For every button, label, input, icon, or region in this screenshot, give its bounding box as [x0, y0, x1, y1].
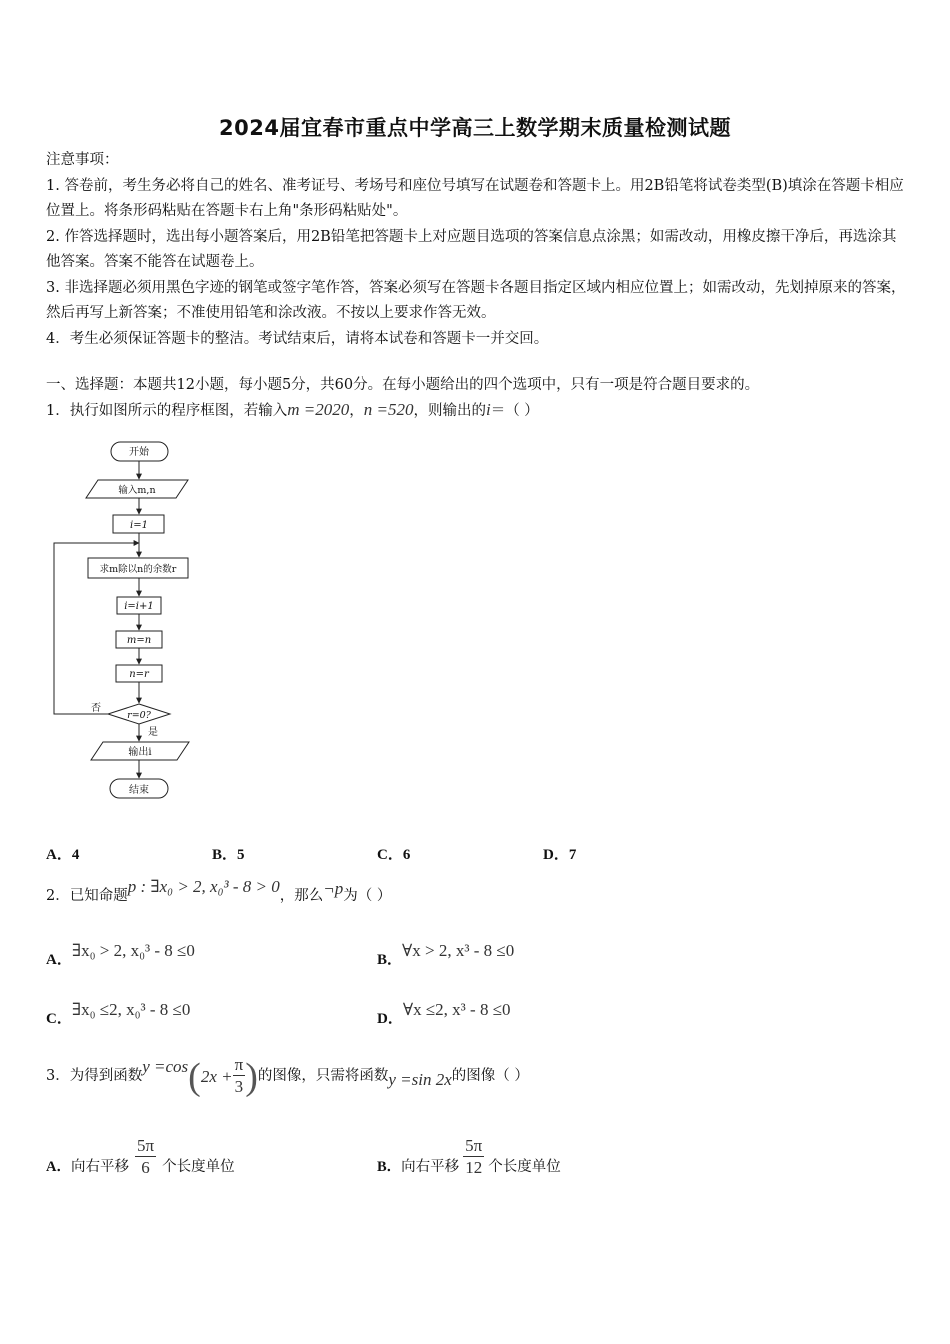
- q3-suffix: 的图像（ ）: [451, 1067, 529, 1084]
- notice-item: 2. 作答选择题时，选出每小题答案后，用2B铅笔把答题卡上对应题目选项的答案信息点涂黑；如需改动，用橡皮擦干净后，再选涂其他答案。答案不能答在试题卷上。: [46, 228, 897, 270]
- q2-mid: ，那么: [279, 888, 324, 904]
- option-text: 6: [402, 847, 411, 863]
- q3-func1-arg: 2x +: [200, 1066, 233, 1086]
- q1-option-a[interactable]: [46, 843, 79, 864]
- notice-block: [46, 148, 908, 352]
- option-label: B．: [377, 1158, 402, 1175]
- q2-option-a[interactable]: [46, 940, 195, 968]
- page-title: 2024届宜春市重点中学高三上数学期末质量检测试题: [219, 116, 731, 140]
- q1-option-d[interactable]: [543, 843, 576, 864]
- flow-end-label: 结束: [129, 785, 149, 796]
- q1-mid: ，则输出的: [413, 403, 486, 419]
- fraction-denominator: 3: [234, 1077, 244, 1096]
- flow-init-label: i=1: [130, 520, 148, 531]
- flowchart: [40, 430, 210, 810]
- option-text: 7: [568, 847, 577, 863]
- option-text: ∃x₀ ≤2, x₀³ - 8 ≤0: [71, 1000, 191, 1019]
- option-text: 向右平移: [70, 1158, 129, 1175]
- option-text: ∃x₀ > 2, x₀³ - 8 ≤0: [71, 941, 195, 960]
- q1-i-expr: i: [485, 400, 491, 419]
- flow-input-label: 输入m,n: [118, 485, 156, 496]
- section-heading: 一、选择题：本题共12小题，每小题5分，共60分。在每小题给出的四个选项中，只有一项是符合题目要求的。: [46, 377, 760, 393]
- paren-left: (: [188, 1055, 201, 1098]
- q3-mid: 的图像，只需将函数: [257, 1067, 389, 1084]
- option-text: 5: [237, 847, 245, 863]
- q1-prefix: 1．执行如图所示的程序框图，若输入: [46, 403, 288, 419]
- option-label: C．: [377, 847, 403, 863]
- fraction-numerator: 5π: [136, 1136, 155, 1155]
- flow-assign-m-label: m=n: [126, 635, 152, 646]
- option-text: ∀x > 2, x³ - 8 ≤0: [402, 941, 515, 960]
- q1-option-c[interactable]: [377, 843, 410, 864]
- flow-yes-label: 是: [148, 727, 158, 738]
- option-fraction: [463, 1136, 484, 1179]
- flow-output-label: 输出i: [128, 747, 152, 758]
- notice-heading: 注意事项：: [46, 152, 119, 168]
- fraction-denominator: 6: [141, 1158, 150, 1177]
- q3-option-a[interactable]: [46, 1136, 235, 1179]
- option-label: A．: [46, 1158, 71, 1175]
- paren-right: ): [245, 1055, 258, 1098]
- flow-start-label: 开始: [129, 447, 149, 458]
- option-text: 4: [71, 847, 80, 863]
- q3-func1-lhs: y =cos: [142, 1056, 189, 1076]
- flow-no-label: 否: [91, 703, 101, 714]
- option-label: B．: [377, 952, 403, 968]
- flow-inc-label: i=i+1: [124, 601, 154, 612]
- fraction-denominator: 12: [465, 1158, 483, 1177]
- question-1: [46, 397, 539, 425]
- q2-option-d[interactable]: [377, 999, 511, 1027]
- flow-decision-label: r=0?: [127, 710, 151, 721]
- fraction-numerator: π: [234, 1055, 244, 1074]
- option-label: B．: [212, 847, 238, 863]
- fraction-numerator: 5π: [465, 1136, 483, 1155]
- question-2: [46, 877, 392, 910]
- q2-option-c[interactable]: [46, 999, 191, 1027]
- notice-item: 3. 非选择题必须用黑色字迹的钢笔或签字笔作答，答案必须写在答题卡各题目指定区域内相应位置上；如需改动，先划掉原来的答案，然后再写上新答案；不准使用铅笔和涂改液。不按以上要求作答无效。: [46, 279, 906, 321]
- question-3: [46, 1055, 529, 1098]
- q3-func1-fraction: [233, 1055, 246, 1098]
- option-text: ∀x ≤2, x³ - 8 ≤0: [402, 1000, 511, 1019]
- q1-suffix: ＝（ ）: [490, 403, 539, 419]
- q2-proposition: p : ∃x₀ > 2, x₀³ - 8 > 0: [127, 877, 280, 896]
- option-text: 个长度单位: [488, 1158, 561, 1175]
- q2-suffix: 为（ ）: [343, 888, 392, 904]
- option-label: C．: [46, 1011, 72, 1027]
- option-label: D．: [543, 847, 569, 863]
- flow-remainder-label: 求m除以n的余数r: [99, 564, 177, 575]
- q2-option-b[interactable]: [377, 940, 515, 968]
- q2-prefix: 2．已知命题: [46, 888, 128, 904]
- q1-m-expr: m =2020: [287, 400, 350, 419]
- q3-option-b[interactable]: [377, 1136, 561, 1179]
- q3-func2: y =sin 2x: [388, 1069, 452, 1089]
- q1-option-b[interactable]: [212, 843, 245, 864]
- option-label: D．: [377, 1011, 403, 1027]
- option-text: 向右平移: [401, 1158, 460, 1175]
- notice-item: 4．考生必须保证答题卡的整洁。考试结束后，请将本试卷和答题卡一并交回。: [46, 330, 549, 347]
- q2-negation: ¬p: [323, 879, 344, 898]
- option-fraction: [135, 1136, 156, 1179]
- option-text: 个长度单位: [162, 1158, 235, 1175]
- q3-prefix: 3．为得到函数: [46, 1067, 143, 1084]
- flow-assign-n-label: n=r: [129, 669, 149, 680]
- q1-sep: ，: [349, 403, 364, 419]
- q1-n-expr: n =520: [363, 400, 414, 419]
- option-label: A．: [46, 847, 72, 863]
- option-label: A．: [46, 952, 72, 968]
- notice-item: 1. 答卷前，考生务必将自己的姓名、准考证号、考场号和座位号填写在试题卷和答题卡上。用2B铅笔将试卷类型(B)填涂在答题卡相应位置上。将条形码粘贴在答题卡右上角"条形码粘贴处"。: [46, 177, 904, 219]
